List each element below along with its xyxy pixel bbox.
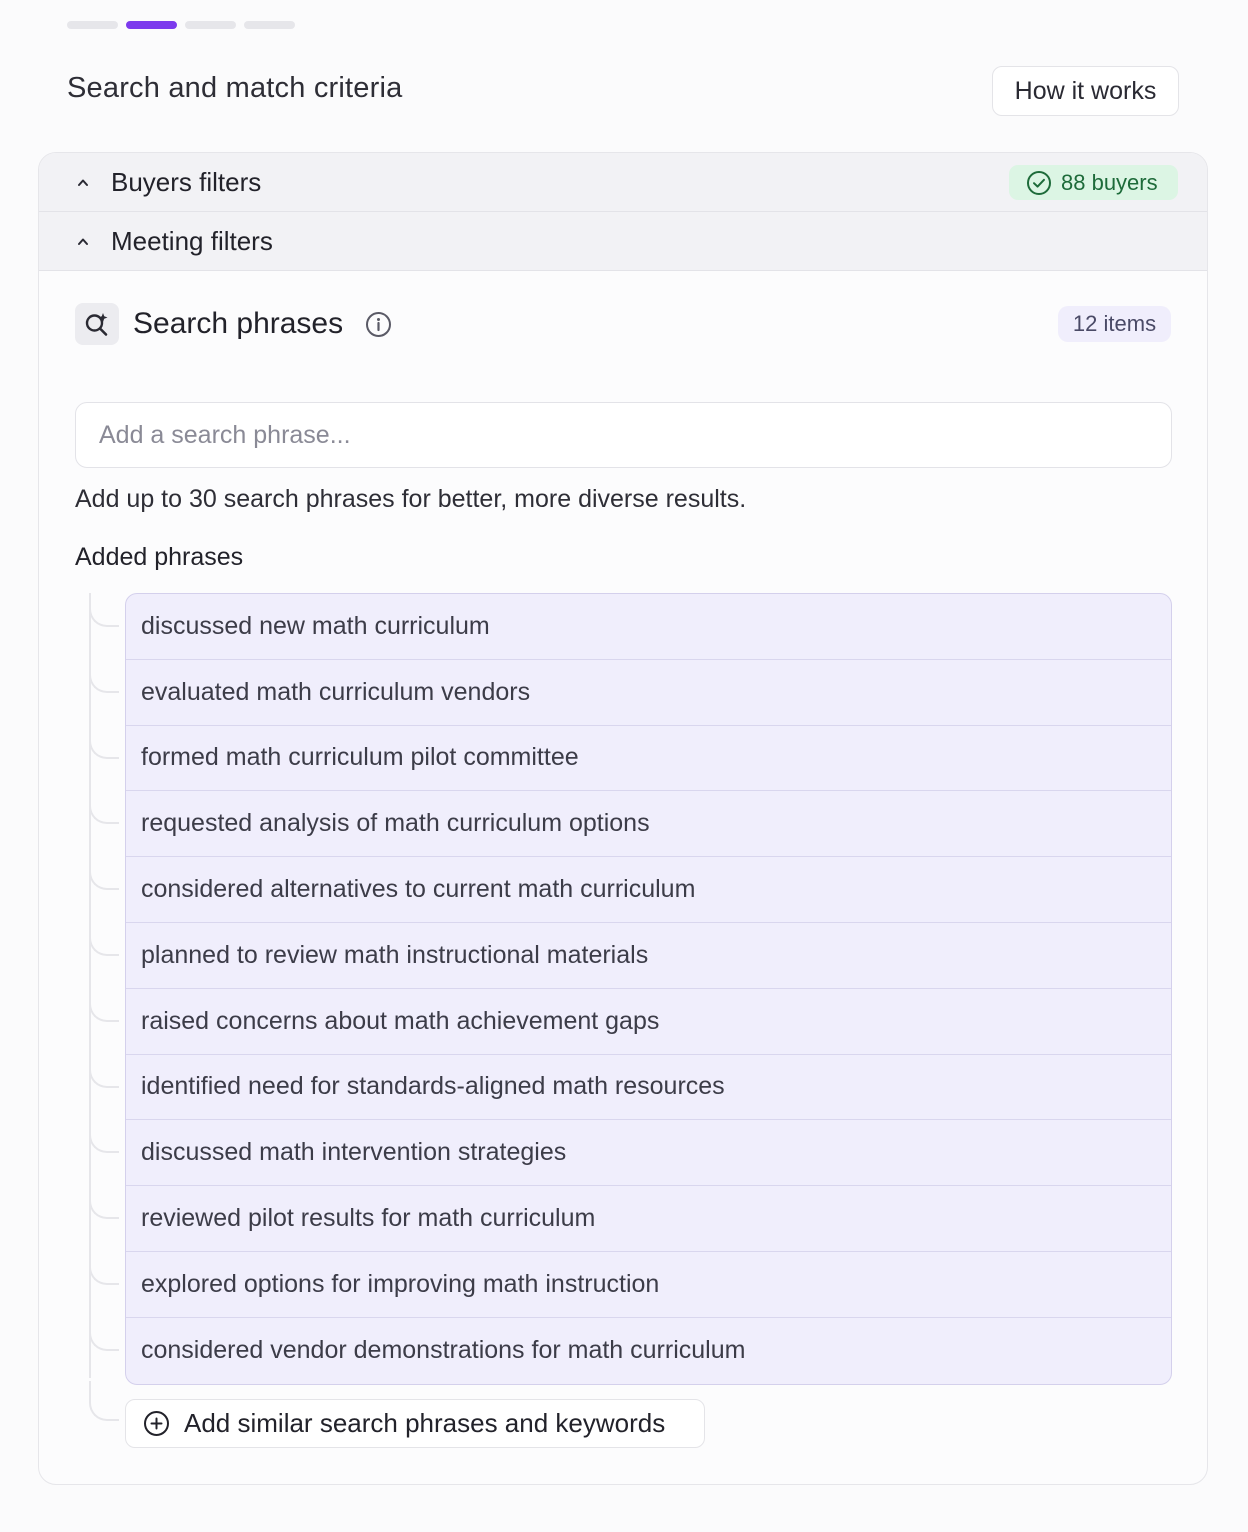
phrase-item[interactable]: planned to review math instructional materials — [126, 923, 1171, 989]
info-icon[interactable] — [365, 311, 392, 338]
plus-circle-icon — [143, 1410, 170, 1437]
tree-curve — [89, 667, 119, 693]
step-progress — [67, 21, 295, 29]
phrase-item[interactable]: discussed math intervention strategies — [126, 1120, 1171, 1186]
progress-step-3 — [185, 21, 236, 29]
added-phrases-label: Added phrases — [75, 543, 244, 571]
add-similar-label: Add similar search phrases and keywords — [184, 1408, 666, 1438]
phrase-item[interactable]: discussed new math curriculum — [126, 594, 1171, 660]
phrase-item[interactable]: evaluated math curriculum vendors — [126, 660, 1171, 726]
tree-curve — [89, 1325, 119, 1351]
search-phrase-input[interactable] — [75, 402, 1172, 468]
chevron-up-icon — [75, 234, 91, 248]
tree-curve — [89, 864, 119, 890]
phrase-item[interactable]: raised concerns about math achievement gaps — [126, 989, 1171, 1055]
phrase-item[interactable]: considered vendor demonstrations for math curriculum — [141, 1336, 746, 1365]
phrase-item[interactable]: formed math curriculum pilot committee — [126, 726, 1171, 792]
meeting-filters-label: Meeting filters — [111, 225, 273, 256]
progress-step-1 — [67, 21, 118, 29]
buyers-count-badge — [1009, 165, 1178, 200]
tree-curve — [89, 733, 119, 759]
tree-curve — [89, 1259, 119, 1285]
progress-step-2 — [126, 21, 177, 29]
helper-text: Add up to 30 search phrases for better, more diverse results. — [75, 485, 747, 513]
tree-curve — [89, 1127, 119, 1153]
tree-curve — [89, 996, 119, 1022]
page-title: Search and match criteria — [67, 72, 403, 104]
tree-curve — [89, 930, 119, 956]
buyers-filters-accordion[interactable] — [39, 153, 1207, 212]
progress-step-4 — [244, 21, 295, 29]
search-phrases-title: Search phrases — [133, 307, 344, 340]
phrase-item[interactable]: reviewed pilot results for math curriculum — [126, 1186, 1171, 1252]
tree-curve — [89, 1062, 119, 1088]
buyers-filters-label: Buyers filters — [111, 166, 262, 197]
phrase-item[interactable]: considered alternatives to current math curriculum — [126, 857, 1171, 923]
meeting-filters-accordion[interactable] — [39, 212, 1207, 271]
items-count-badge: 12 items — [1058, 306, 1171, 342]
tree-curve — [89, 798, 119, 824]
search-sparkle-icon — [83, 310, 111, 338]
phrase-item[interactable]: identified need for standards-aligned math resources — [126, 1055, 1171, 1121]
buyers-count-text: 88 buyers — [1061, 169, 1158, 195]
tree-curve — [89, 601, 119, 627]
phrase-item[interactable]: explored options for improving math instruction — [126, 1252, 1171, 1318]
add-similar-phrases-button[interactable] — [125, 1399, 705, 1448]
phrase-list — [125, 593, 1172, 1385]
tree-curve — [89, 1193, 119, 1219]
criteria-panel — [38, 152, 1208, 1485]
phrase-item[interactable]: requested analysis of math curriculum options — [126, 791, 1171, 857]
search-phrases-icon-box — [75, 303, 119, 345]
chevron-up-icon — [75, 175, 91, 189]
check-circle-icon — [1026, 170, 1052, 196]
tree-curve — [89, 1381, 119, 1421]
how-it-works-button[interactable]: How it works — [992, 66, 1179, 116]
